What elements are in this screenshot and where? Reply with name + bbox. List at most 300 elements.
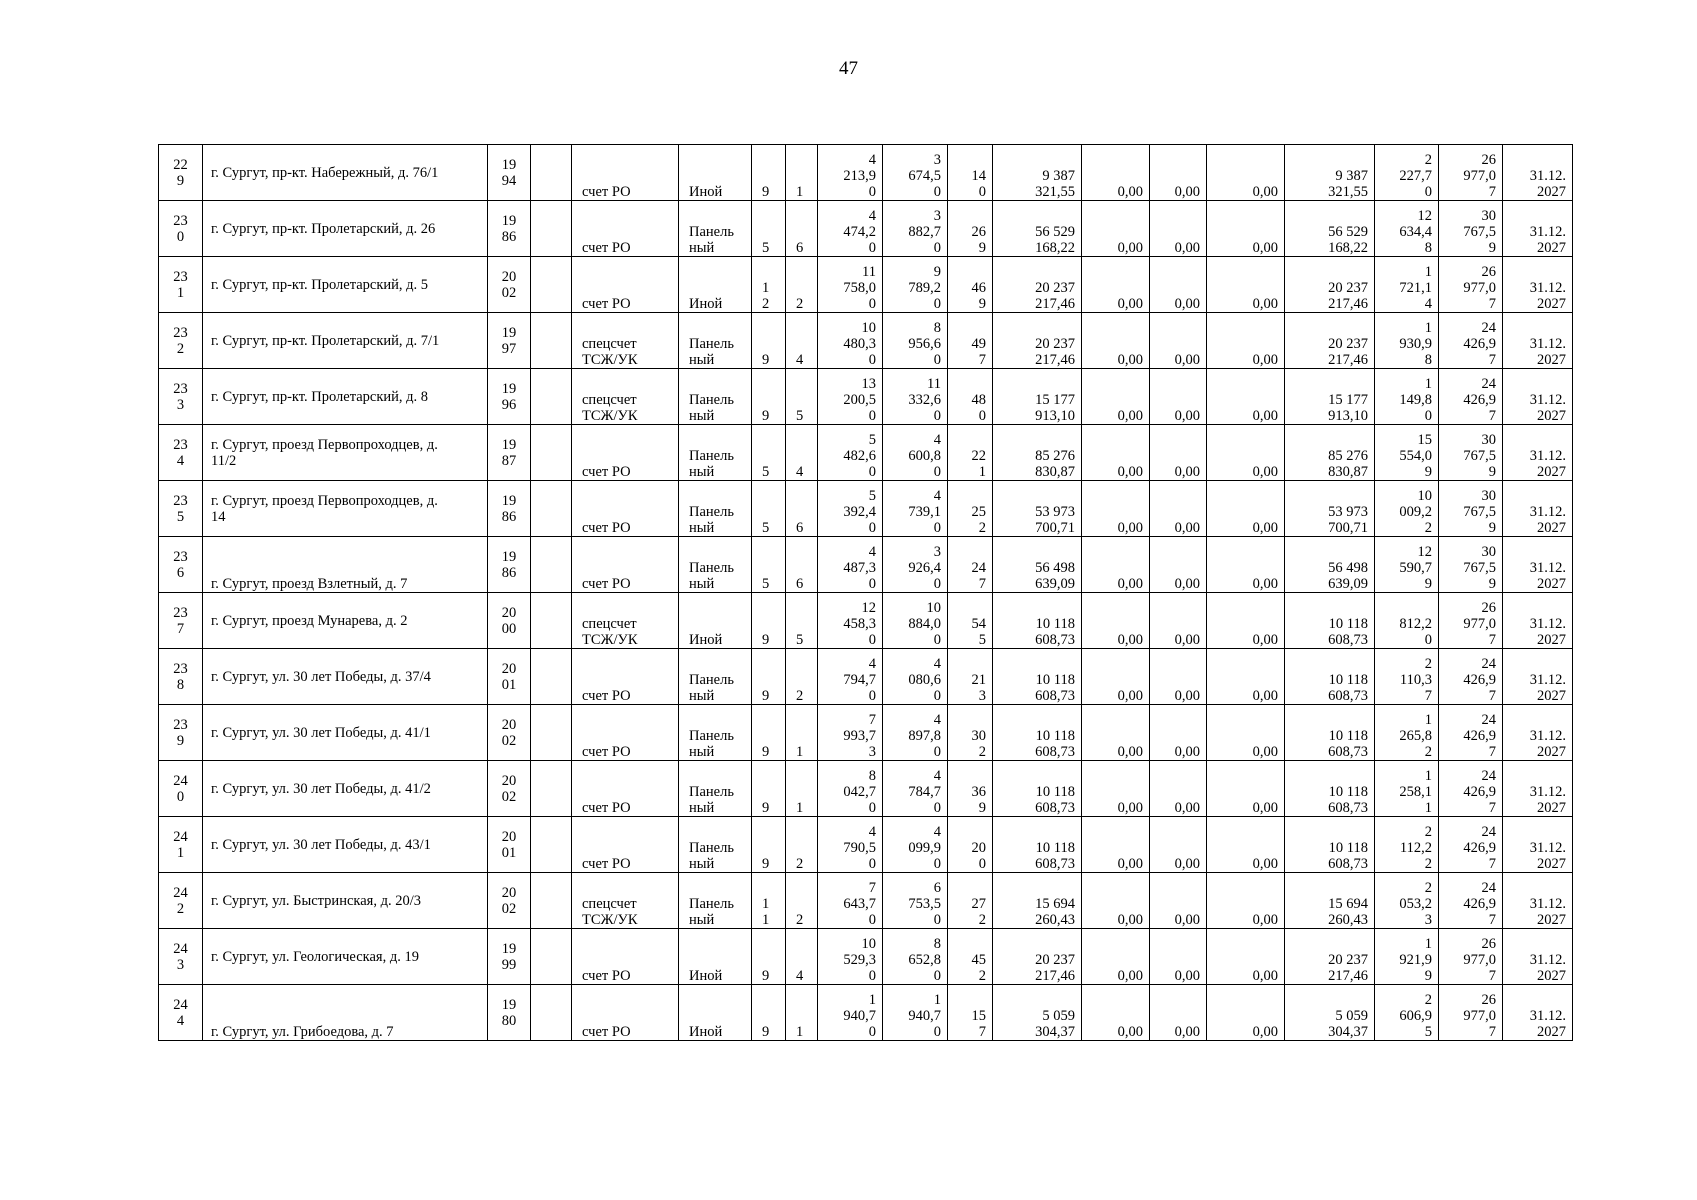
- regional-funds-cell: 0,00: [1150, 929, 1207, 985]
- address-cell: г. Сургут, ул. 30 лет Победы, д. 37/4: [203, 649, 488, 705]
- cost-per-m2-cell: 15 554,0 9: [1375, 425, 1439, 481]
- municipal-funds-cell: 0,00: [1207, 369, 1285, 425]
- address-cell: г. Сургут, пр-кт. Пролетарский, д. 8: [203, 369, 488, 425]
- table-row: [159, 873, 1573, 929]
- limit-cost-cell: 24 426,9 7: [1439, 649, 1503, 705]
- residents-cell: 22 1: [948, 425, 993, 481]
- account-type-cell: счет РО: [572, 537, 679, 593]
- cost-per-m2-cell: 1 265,8 2: [1375, 705, 1439, 761]
- entrances-cell: 1: [786, 145, 818, 201]
- limit-cost-cell: 30 767,5 9: [1439, 201, 1503, 257]
- account-type-cell: счет РО: [572, 817, 679, 873]
- cost-per-m2-cell: 12 634,4 8: [1375, 201, 1439, 257]
- row-number-cell: 23 2: [159, 313, 203, 369]
- wall-material-cell: Иной: [679, 593, 752, 649]
- total-area-cell: 4 790,5 0: [818, 817, 883, 873]
- municipal-funds-cell: 0,00: [1207, 145, 1285, 201]
- municipal-funds-cell: 0,00: [1207, 257, 1285, 313]
- wall-material-cell: Иной: [679, 929, 752, 985]
- row-number-cell: 24 0: [159, 761, 203, 817]
- owners-funds-cell: 10 118 608,73: [1285, 761, 1375, 817]
- regional-funds-cell: 0,00: [1150, 817, 1207, 873]
- entrances-cell: 5: [786, 369, 818, 425]
- floors-cell: 5: [752, 537, 786, 593]
- residents-cell: 26 9: [948, 201, 993, 257]
- total-cost-cell: 56 498 639,09: [993, 537, 1082, 593]
- deadline-cell: 31.12. 2027: [1503, 705, 1573, 761]
- commission-year-cell: 19 86: [488, 537, 531, 593]
- residents-cell: 27 2: [948, 873, 993, 929]
- total-cost-cell: 85 276 830,87: [993, 425, 1082, 481]
- account-type-cell: счет РО: [572, 257, 679, 313]
- table-row: [159, 425, 1573, 481]
- federal-funds-cell: 0,00: [1082, 313, 1150, 369]
- table-row: [159, 537, 1573, 593]
- residents-cell: 21 3: [948, 649, 993, 705]
- address-cell: г. Сургут, проезд Взлетный, д. 7: [203, 537, 488, 593]
- total-area-cell: 4 487,3 0: [818, 537, 883, 593]
- floors-cell: 9: [752, 313, 786, 369]
- empty-cell: [531, 761, 572, 817]
- entrances-cell: 2: [786, 649, 818, 705]
- total-area-cell: 13 200,5 0: [818, 369, 883, 425]
- wall-material-cell: Панель ный: [679, 705, 752, 761]
- total-area-cell: 7 643,7 0: [818, 873, 883, 929]
- wall-material-cell: Панель ный: [679, 425, 752, 481]
- floors-cell: 9: [752, 649, 786, 705]
- residents-cell: 14 0: [948, 145, 993, 201]
- empty-cell: [531, 369, 572, 425]
- owners-funds-cell: 20 237 217,46: [1285, 929, 1375, 985]
- living-area-cell: 8 956,6 0: [883, 313, 948, 369]
- living-area-cell: 1 940,7 0: [883, 985, 948, 1041]
- table-row: [159, 705, 1573, 761]
- row-number-cell: 24 2: [159, 873, 203, 929]
- owners-funds-cell: 56 498 639,09: [1285, 537, 1375, 593]
- municipal-funds-cell: 0,00: [1207, 313, 1285, 369]
- wall-material-cell: Панель ный: [679, 481, 752, 537]
- federal-funds-cell: 0,00: [1082, 817, 1150, 873]
- commission-year-cell: 19 96: [488, 369, 531, 425]
- living-area-cell: 3 926,4 0: [883, 537, 948, 593]
- table-row: [159, 929, 1573, 985]
- municipal-funds-cell: 0,00: [1207, 817, 1285, 873]
- account-type-cell: спецсчет ТСЖ/УК: [572, 873, 679, 929]
- account-type-cell: счет РО: [572, 481, 679, 537]
- entrances-cell: 4: [786, 425, 818, 481]
- floors-cell: 9: [752, 985, 786, 1041]
- regional-funds-cell: 0,00: [1150, 145, 1207, 201]
- table-row: [159, 593, 1573, 649]
- account-type-cell: счет РО: [572, 705, 679, 761]
- deadline-cell: 31.12. 2027: [1503, 985, 1573, 1041]
- municipal-funds-cell: 0,00: [1207, 537, 1285, 593]
- row-number-cell: 23 6: [159, 537, 203, 593]
- total-area-cell: 8 042,7 0: [818, 761, 883, 817]
- deadline-cell: 31.12. 2027: [1503, 649, 1573, 705]
- owners-funds-cell: 15 694 260,43: [1285, 873, 1375, 929]
- deadline-cell: 31.12. 2027: [1503, 481, 1573, 537]
- account-type-cell: счет РО: [572, 201, 679, 257]
- page-number: 47: [839, 58, 858, 79]
- account-type-cell: спецсчет ТСЖ/УК: [572, 313, 679, 369]
- table-row: [159, 145, 1573, 201]
- owners-funds-cell: 15 177 913,10: [1285, 369, 1375, 425]
- limit-cost-cell: 24 426,9 7: [1439, 705, 1503, 761]
- municipal-funds-cell: 0,00: [1207, 481, 1285, 537]
- limit-cost-cell: 26 977,0 7: [1439, 257, 1503, 313]
- total-cost-cell: 20 237 217,46: [993, 257, 1082, 313]
- address-cell: г. Сургут, пр-кт. Пролетарский, д. 26: [203, 201, 488, 257]
- deadline-cell: 31.12. 2027: [1503, 929, 1573, 985]
- cost-per-m2-cell: 10 009,2 2: [1375, 481, 1439, 537]
- empty-cell: [531, 649, 572, 705]
- wall-material-cell: Панель ный: [679, 313, 752, 369]
- federal-funds-cell: 0,00: [1082, 761, 1150, 817]
- deadline-cell: 31.12. 2027: [1503, 761, 1573, 817]
- entrances-cell: 2: [786, 257, 818, 313]
- address-cell: г. Сургут, ул. Грибоедова, д. 7: [203, 985, 488, 1041]
- total-area-cell: 10 480,3 0: [818, 313, 883, 369]
- cost-per-m2-cell: 1 258,1 1: [1375, 761, 1439, 817]
- deadline-cell: 31.12. 2027: [1503, 313, 1573, 369]
- empty-cell: [531, 705, 572, 761]
- owners-funds-cell: 85 276 830,87: [1285, 425, 1375, 481]
- owners-funds-cell: 10 118 608,73: [1285, 705, 1375, 761]
- table-row: [159, 369, 1573, 425]
- limit-cost-cell: 30 767,5 9: [1439, 425, 1503, 481]
- wall-material-cell: Иной: [679, 257, 752, 313]
- floors-cell: 9: [752, 817, 786, 873]
- floors-cell: 9: [752, 761, 786, 817]
- federal-funds-cell: 0,00: [1082, 985, 1150, 1041]
- cost-per-m2-cell: 1 721,1 4: [1375, 257, 1439, 313]
- cost-per-m2-cell: 2 227,7 0: [1375, 145, 1439, 201]
- municipal-funds-cell: 0,00: [1207, 201, 1285, 257]
- municipal-funds-cell: 0,00: [1207, 425, 1285, 481]
- living-area-cell: 4 784,7 0: [883, 761, 948, 817]
- commission-year-cell: 20 01: [488, 817, 531, 873]
- total-cost-cell: 15 177 913,10: [993, 369, 1082, 425]
- residents-cell: 24 7: [948, 537, 993, 593]
- row-number-cell: 23 5: [159, 481, 203, 537]
- living-area-cell: 10 884,0 0: [883, 593, 948, 649]
- entrances-cell: 2: [786, 873, 818, 929]
- municipal-funds-cell: 0,00: [1207, 929, 1285, 985]
- limit-cost-cell: 26 977,0 7: [1439, 593, 1503, 649]
- commission-year-cell: 19 97: [488, 313, 531, 369]
- table-row: [159, 201, 1573, 257]
- total-area-cell: 4 474,2 0: [818, 201, 883, 257]
- wall-material-cell: Панель ный: [679, 873, 752, 929]
- entrances-cell: 4: [786, 313, 818, 369]
- entrances-cell: 6: [786, 481, 818, 537]
- commission-year-cell: 19 86: [488, 481, 531, 537]
- residents-cell: 46 9: [948, 257, 993, 313]
- floors-cell: 9: [752, 369, 786, 425]
- federal-funds-cell: 0,00: [1082, 873, 1150, 929]
- municipal-funds-cell: 0,00: [1207, 985, 1285, 1041]
- commission-year-cell: 20 02: [488, 761, 531, 817]
- empty-cell: [531, 201, 572, 257]
- cost-per-m2-cell: 812,2 0: [1375, 593, 1439, 649]
- account-type-cell: спецсчет ТСЖ/УК: [572, 593, 679, 649]
- total-area-cell: 5 392,4 0: [818, 481, 883, 537]
- account-type-cell: спецсчет ТСЖ/УК: [572, 369, 679, 425]
- address-cell: г. Сургут, проезд Мунарева, д. 2: [203, 593, 488, 649]
- address-cell: г. Сургут, пр-кт. Пролетарский, д. 7/1: [203, 313, 488, 369]
- empty-cell: [531, 929, 572, 985]
- entrances-cell: 2: [786, 817, 818, 873]
- account-type-cell: счет РО: [572, 761, 679, 817]
- cost-per-m2-cell: 2 053,2 3: [1375, 873, 1439, 929]
- limit-cost-cell: 24 426,9 7: [1439, 873, 1503, 929]
- regional-funds-cell: 0,00: [1150, 313, 1207, 369]
- regional-funds-cell: 0,00: [1150, 201, 1207, 257]
- total-cost-cell: 20 237 217,46: [993, 313, 1082, 369]
- empty-cell: [531, 313, 572, 369]
- regional-funds-cell: 0,00: [1150, 705, 1207, 761]
- limit-cost-cell: 24 426,9 7: [1439, 369, 1503, 425]
- regional-funds-cell: 0,00: [1150, 761, 1207, 817]
- limit-cost-cell: 30 767,5 9: [1439, 537, 1503, 593]
- wall-material-cell: Панель ный: [679, 761, 752, 817]
- account-type-cell: счет РО: [572, 985, 679, 1041]
- total-area-cell: 1 940,7 0: [818, 985, 883, 1041]
- regional-funds-cell: 0,00: [1150, 537, 1207, 593]
- row-number-cell: 23 4: [159, 425, 203, 481]
- deadline-cell: 31.12. 2027: [1503, 873, 1573, 929]
- account-type-cell: счет РО: [572, 425, 679, 481]
- row-number-cell: 24 1: [159, 817, 203, 873]
- residents-cell: 25 2: [948, 481, 993, 537]
- total-cost-cell: 10 118 608,73: [993, 649, 1082, 705]
- federal-funds-cell: 0,00: [1082, 369, 1150, 425]
- limit-cost-cell: 24 426,9 7: [1439, 313, 1503, 369]
- deadline-cell: 31.12. 2027: [1503, 817, 1573, 873]
- address-cell: г. Сургут, пр-кт. Набережный, д. 76/1: [203, 145, 488, 201]
- residents-cell: 49 7: [948, 313, 993, 369]
- empty-cell: [531, 537, 572, 593]
- limit-cost-cell: 30 767,5 9: [1439, 481, 1503, 537]
- federal-funds-cell: 0,00: [1082, 481, 1150, 537]
- total-area-cell: 4 213,9 0: [818, 145, 883, 201]
- limit-cost-cell: 24 426,9 7: [1439, 761, 1503, 817]
- living-area-cell: 8 652,8 0: [883, 929, 948, 985]
- wall-material-cell: Иной: [679, 145, 752, 201]
- total-cost-cell: 56 529 168,22: [993, 201, 1082, 257]
- total-cost-cell: 10 118 608,73: [993, 593, 1082, 649]
- total-area-cell: 10 529,3 0: [818, 929, 883, 985]
- account-type-cell: счет РО: [572, 929, 679, 985]
- residents-cell: 15 7: [948, 985, 993, 1041]
- empty-cell: [531, 985, 572, 1041]
- federal-funds-cell: 0,00: [1082, 649, 1150, 705]
- municipal-funds-cell: 0,00: [1207, 649, 1285, 705]
- empty-cell: [531, 817, 572, 873]
- floors-cell: 1 2: [752, 257, 786, 313]
- federal-funds-cell: 0,00: [1082, 705, 1150, 761]
- housing-repair-table: [158, 144, 1573, 1041]
- floors-cell: 9: [752, 705, 786, 761]
- commission-year-cell: 20 02: [488, 257, 531, 313]
- municipal-funds-cell: 0,00: [1207, 761, 1285, 817]
- row-number-cell: 23 9: [159, 705, 203, 761]
- floors-cell: 5: [752, 481, 786, 537]
- entrances-cell: 6: [786, 201, 818, 257]
- address-cell: г. Сургут, пр-кт. Пролетарский, д. 5: [203, 257, 488, 313]
- living-area-cell: 3 882,7 0: [883, 201, 948, 257]
- living-area-cell: 6 753,5 0: [883, 873, 948, 929]
- floors-cell: 9: [752, 593, 786, 649]
- federal-funds-cell: 0,00: [1082, 145, 1150, 201]
- owners-funds-cell: 10 118 608,73: [1285, 817, 1375, 873]
- total-cost-cell: 5 059 304,37: [993, 985, 1082, 1041]
- regional-funds-cell: 0,00: [1150, 985, 1207, 1041]
- commission-year-cell: 20 02: [488, 705, 531, 761]
- owners-funds-cell: 56 529 168,22: [1285, 201, 1375, 257]
- total-cost-cell: 10 118 608,73: [993, 705, 1082, 761]
- regional-funds-cell: 0,00: [1150, 873, 1207, 929]
- table-row: [159, 649, 1573, 705]
- row-number-cell: 22 9: [159, 145, 203, 201]
- limit-cost-cell: 26 977,0 7: [1439, 985, 1503, 1041]
- total-cost-cell: 9 387 321,55: [993, 145, 1082, 201]
- federal-funds-cell: 0,00: [1082, 201, 1150, 257]
- regional-funds-cell: 0,00: [1150, 481, 1207, 537]
- commission-year-cell: 20 00: [488, 593, 531, 649]
- empty-cell: [531, 425, 572, 481]
- federal-funds-cell: 0,00: [1082, 425, 1150, 481]
- empty-cell: [531, 593, 572, 649]
- total-area-cell: 11 758,0 0: [818, 257, 883, 313]
- living-area-cell: 4 739,1 0: [883, 481, 948, 537]
- entrances-cell: 6: [786, 537, 818, 593]
- floors-cell: 5: [752, 425, 786, 481]
- residents-cell: 45 2: [948, 929, 993, 985]
- deadline-cell: 31.12. 2027: [1503, 425, 1573, 481]
- deadline-cell: 31.12. 2027: [1503, 257, 1573, 313]
- row-number-cell: 23 7: [159, 593, 203, 649]
- entrances-cell: 1: [786, 705, 818, 761]
- owners-funds-cell: 53 973 700,71: [1285, 481, 1375, 537]
- empty-cell: [531, 481, 572, 537]
- row-number-cell: 23 8: [159, 649, 203, 705]
- entrances-cell: 4: [786, 929, 818, 985]
- federal-funds-cell: 0,00: [1082, 537, 1150, 593]
- entrances-cell: 1: [786, 985, 818, 1041]
- limit-cost-cell: 24 426,9 7: [1439, 817, 1503, 873]
- total-cost-cell: 15 694 260,43: [993, 873, 1082, 929]
- address-cell: г. Сургут, ул. Быстринская, д. 20/3: [203, 873, 488, 929]
- total-area-cell: 5 482,6 0: [818, 425, 883, 481]
- living-area-cell: 4 600,8 0: [883, 425, 948, 481]
- commission-year-cell: 20 02: [488, 873, 531, 929]
- owners-funds-cell: 9 387 321,55: [1285, 145, 1375, 201]
- commission-year-cell: 19 87: [488, 425, 531, 481]
- wall-material-cell: Панель ный: [679, 369, 752, 425]
- address-cell: г. Сургут, ул. Геологическая, д. 19: [203, 929, 488, 985]
- residents-cell: 20 0: [948, 817, 993, 873]
- entrances-cell: 1: [786, 761, 818, 817]
- federal-funds-cell: 0,00: [1082, 257, 1150, 313]
- address-cell: г. Сургут, ул. 30 лет Победы, д. 41/1: [203, 705, 488, 761]
- account-type-cell: счет РО: [572, 649, 679, 705]
- wall-material-cell: Панель ный: [679, 817, 752, 873]
- address-cell: г. Сургут, ул. 30 лет Победы, д. 41/2: [203, 761, 488, 817]
- cost-per-m2-cell: 1 149,8 0: [1375, 369, 1439, 425]
- total-cost-cell: 20 237 217,46: [993, 929, 1082, 985]
- municipal-funds-cell: 0,00: [1207, 705, 1285, 761]
- living-area-cell: 11 332,6 0: [883, 369, 948, 425]
- living-area-cell: 4 099,9 0: [883, 817, 948, 873]
- living-area-cell: 9 789,2 0: [883, 257, 948, 313]
- table-row: [159, 257, 1573, 313]
- owners-funds-cell: 5 059 304,37: [1285, 985, 1375, 1041]
- total-area-cell: 7 993,7 3: [818, 705, 883, 761]
- total-cost-cell: 53 973 700,71: [993, 481, 1082, 537]
- residents-cell: 30 2: [948, 705, 993, 761]
- total-cost-cell: 10 118 608,73: [993, 761, 1082, 817]
- residents-cell: 54 5: [948, 593, 993, 649]
- deadline-cell: 31.12. 2027: [1503, 369, 1573, 425]
- account-type-cell: счет РО: [572, 145, 679, 201]
- empty-cell: [531, 145, 572, 201]
- owners-funds-cell: 20 237 217,46: [1285, 257, 1375, 313]
- wall-material-cell: Панель ный: [679, 201, 752, 257]
- commission-year-cell: 19 94: [488, 145, 531, 201]
- address-cell: г. Сургут, проезд Первопроходцев, д. 11/2: [203, 425, 488, 481]
- commission-year-cell: 19 86: [488, 201, 531, 257]
- entrances-cell: 5: [786, 593, 818, 649]
- row-number-cell: 23 0: [159, 201, 203, 257]
- row-number-cell: 23 1: [159, 257, 203, 313]
- limit-cost-cell: 26 977,0 7: [1439, 145, 1503, 201]
- residents-cell: 36 9: [948, 761, 993, 817]
- address-cell: г. Сургут, ул. 30 лет Победы, д. 43/1: [203, 817, 488, 873]
- regional-funds-cell: 0,00: [1150, 593, 1207, 649]
- commission-year-cell: 20 01: [488, 649, 531, 705]
- cost-per-m2-cell: 12 590,7 9: [1375, 537, 1439, 593]
- cost-per-m2-cell: 2 112,2 2: [1375, 817, 1439, 873]
- floors-cell: 9: [752, 929, 786, 985]
- living-area-cell: 3 674,5 0: [883, 145, 948, 201]
- floors-cell: 9: [752, 145, 786, 201]
- table-row: [159, 817, 1573, 873]
- table-row: [159, 985, 1573, 1041]
- table-row: [159, 481, 1573, 537]
- regional-funds-cell: 0,00: [1150, 649, 1207, 705]
- commission-year-cell: 19 80: [488, 985, 531, 1041]
- owners-funds-cell: 10 118 608,73: [1285, 649, 1375, 705]
- empty-cell: [531, 257, 572, 313]
- municipal-funds-cell: 0,00: [1207, 873, 1285, 929]
- regional-funds-cell: 0,00: [1150, 257, 1207, 313]
- living-area-cell: 4 897,8 0: [883, 705, 948, 761]
- deadline-cell: 31.12. 2027: [1503, 537, 1573, 593]
- floors-cell: 5: [752, 201, 786, 257]
- federal-funds-cell: 0,00: [1082, 929, 1150, 985]
- row-number-cell: 24 3: [159, 929, 203, 985]
- residents-cell: 48 0: [948, 369, 993, 425]
- floors-cell: 1 1: [752, 873, 786, 929]
- wall-material-cell: Панель ный: [679, 649, 752, 705]
- cost-per-m2-cell: 1 930,9 8: [1375, 313, 1439, 369]
- cost-per-m2-cell: 1 921,9 9: [1375, 929, 1439, 985]
- municipal-funds-cell: 0,00: [1207, 593, 1285, 649]
- cost-per-m2-cell: 2 606,9 5: [1375, 985, 1439, 1041]
- deadline-cell: 31.12. 2027: [1503, 593, 1573, 649]
